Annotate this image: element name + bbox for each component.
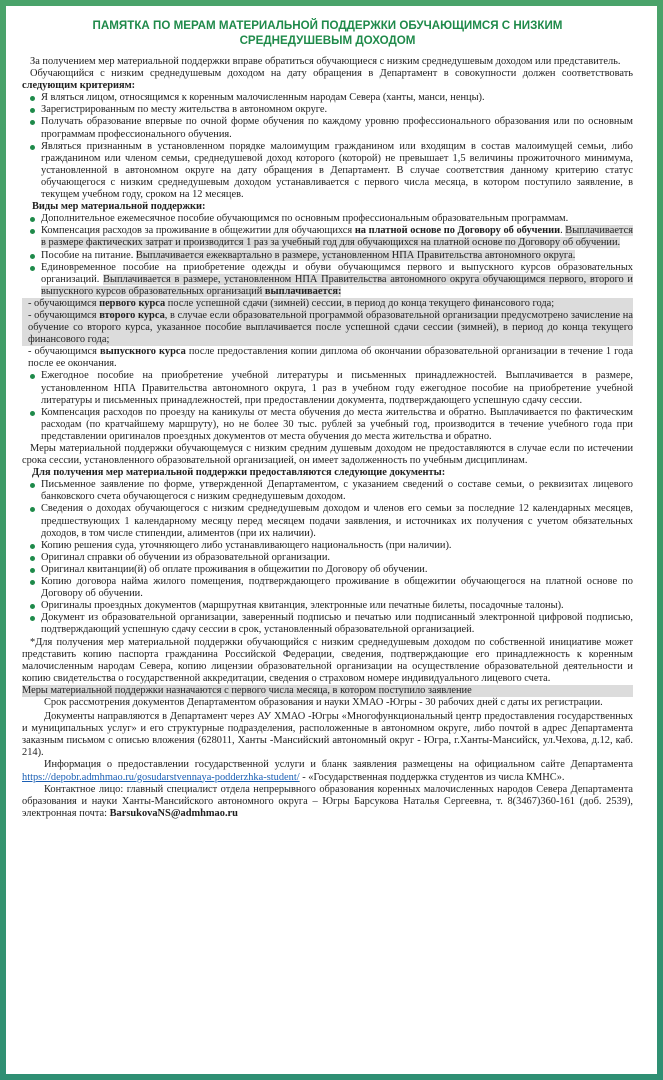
document-item	[22, 564, 633, 576]
document-text: Письменное заявление по форме, утвержденной Департаментом, с указанием сведений о составе семьи, о реквизитах лицевого банковского счета обучающегося с низким среднедушевым доходом.	[41, 479, 633, 503]
bullet-icon	[30, 411, 35, 416]
document-item	[22, 552, 633, 564]
criteria-intro	[22, 68, 633, 92]
measure-text-part: .	[560, 225, 566, 237]
measure-item	[22, 370, 633, 406]
department-site-link[interactable]: https://depobr.admhmao.ru/gosudarstvennaya-podderzhka-student/	[22, 771, 300, 783]
second-course-line	[22, 310, 633, 346]
document-item	[22, 612, 633, 636]
dash-text: - обучающимся	[28, 346, 100, 358]
dash-text: после успешной сдачи (зимней) сессии, в период до конца текущего финансового года;	[165, 297, 555, 309]
bullet-icon	[30, 616, 35, 621]
document-text: Документ из образовательной организации, заверенный подписью и печатью или подписанный электронной цифровой подписью, подтверждающий успешную сдачу сессии в срок, установленный образовательной организацией.	[41, 612, 633, 636]
bullet-icon	[30, 96, 35, 101]
support-types-heading: Виды мер материальной поддержки:	[32, 201, 206, 213]
measure-highlight: Выплачивается в размере фактических затрат и производится 1 раз за учебный год для обучающихся на платной основе по Договору об обучении.	[41, 225, 633, 249]
dash-bold: первого курса	[99, 297, 166, 309]
measure-text: Компенсация расходов по проезду на каникулы от места обучения до места жительства и обратно. Выплачивается по фактическим расходам (по кратчайшему маршруту), но не более 30 тыс. рублей за учебный год, производится в течение учебного года при представлении оригиналов проездных документов от места обучения до места жительства и обратно.	[41, 406, 633, 442]
document-item	[22, 576, 633, 600]
document-text: Оригинал квитанции(й) об оплате проживания в общежитии по Договору об обучении.	[41, 563, 428, 575]
criterion-item	[22, 116, 633, 140]
bullet-icon	[30, 229, 35, 234]
measure-highlight: Выплачивается в размере, установленном НПА Правительства автономного округа обучающимся первого, второго и выпускного курсов образовательных организаций	[41, 273, 633, 297]
intro-paragraph: За получением мер материальной поддержки вправе обратиться обучающиеся с низким среднедушевым доходом или представитель.	[30, 56, 621, 67]
bullet-icon	[30, 374, 35, 379]
review-paragraph: Срок рассмотрения документов Департаментом образования и науки ХМАО -Югры - 30 рабочих дней с даты их регистрации.	[44, 696, 603, 708]
measure-text-part: Компенсация расходов за проживание в общежитии для обучающихся	[41, 225, 355, 237]
document-text: Копию решения суда, уточняющего либо устанавливающего национальность (при наличии).	[41, 539, 452, 551]
criteria-intro-bold: следующим критериям:	[22, 80, 136, 92]
dash-text: , в случае если образовательной программой образовательной организации предусмотрено зачисление на обучение со второго курса, указанное пособие выплачивается после успешной сдачи сессии (зимней), в период до конца текущего финансового года;	[28, 309, 633, 346]
measure-bold: выплачивается:	[264, 285, 342, 297]
bullet-icon	[30, 217, 35, 222]
first-course-line	[22, 298, 633, 310]
document-text: Сведения о доходах обучающегося с низким среднедушевым доходом и членов его семьи за последние 12 календарных месяцев, предшествующих 1 календарному месяцу перед месяцем подачи заявления, и источниках их получения с учетом обязательных доходов, в том числе стипендии, алиментов (при их наличии).	[41, 503, 633, 539]
criterion-text: Получать образование впервые по очной форме обучения по каждому уровню профессионального образования или по основным программам профессионального обучения.	[41, 116, 633, 140]
measure-item	[22, 407, 633, 443]
info-paragraph	[22, 759, 633, 783]
criterion-text: Я вляться лицом, относящимся к коренным малочисленным народам Севера (ханты, манси, ненцы).	[41, 92, 485, 104]
criterion-text: Зарегистрированным по месту жительства в автономном округе.	[41, 104, 328, 116]
document-text: Копию договора найма жилого помещения, подтверждающего проживание в общежитии обучающегося на платной основе по Договору об обучении.	[41, 576, 633, 600]
measure-text	[41, 262, 633, 298]
contact-paragraph	[22, 784, 633, 820]
bullet-icon	[30, 507, 35, 512]
criterion-item	[22, 92, 633, 104]
measure-item	[22, 225, 633, 249]
bullet-icon	[30, 254, 35, 259]
criteria-intro-text: Обучающийся с низким среднедушевым доходом на дату обращения в Департамент в совокупности должен соответствовать	[30, 68, 633, 80]
bullet-icon	[30, 604, 35, 609]
assigned-line: Меры материальной поддержки назначаются с первого числа месяца, в котором поступило заявление	[22, 685, 633, 697]
measure-text	[41, 250, 633, 262]
contact-email[interactable]: BarsukovaNS@admhmao.ru	[109, 807, 238, 819]
measure-text: Дополнительное ежемесячное пособие обучающимся по основным профессиональным образовательным программам.	[41, 213, 569, 225]
measure-item	[22, 213, 633, 225]
sent-paragraph: Документы направляются в Департамент через АУ ХМАО -Югры «Многофункциональный центр предоставления государственных и муниципальных услуг» и его структурные подразделения, расположенные в автономном округе, либо почтой в адрес Департамента заказным письмом с описью вложения (628011, Ханты -Мансийский автономный округ - Югра, г.Ханты-Мансийск, ул.Чехова, д.12, каб. 214).	[22, 711, 633, 759]
info-text: - «Государственная поддержка студентов из числа КМНС».	[299, 771, 565, 783]
document-text: Оригиналы проездных документов (маршрутная квитанция, электронные или печатные билеты, посадочные талоны).	[41, 600, 564, 612]
dash-bold: выпускного курса	[99, 346, 186, 358]
document-item	[22, 503, 633, 539]
info-text: Информация о предоставлении государственной услуги и бланк заявления размещены на официальном сайте Департамента	[44, 759, 633, 771]
criterion-item	[22, 141, 633, 201]
dash-text: после предоставления копии диплома об окончании образовательной организации в течение 1 года после ее окончания.	[28, 346, 633, 370]
bullet-icon	[30, 108, 35, 113]
measure-text: Ежегодное пособие на приобретение учебной литературы и письменных принадлежностей. Выплачивается в размере, установленном НПА Правительства автономного округа, 1 раз в учебном году ежегодное пособие на приобретение учебной литературы и письменных принадлежностей, при предоставлении документа, подтверждающего успешную сдачу сессии.	[41, 370, 633, 406]
measure-item	[22, 262, 633, 298]
page-title: ПАМЯТКА ПО МЕРАМ МАТЕРИАЛЬНОЙ ПОДДЕРЖКИ ОБУЧАЮЩИМСЯ С НИЗКИМ СРЕДНЕДУШЕВЫМ ДОХОДОМ	[92, 19, 563, 47]
criterion-item	[22, 104, 633, 116]
measure-bold: на платной основе по Договору об обучении	[354, 225, 561, 237]
measure-highlight: Выплачивается ежеквартально в размере, установленном НПА Правительства автономного округа.	[135, 249, 576, 261]
bullet-icon	[30, 556, 35, 561]
not-provided-paragraph: Меры материальной поддержки обучающемуся с низким средним душевым доходом не предоставляются в случае если по истечении срока сессии, установленного образовательной организацией, он имеет задолженность по учебным дисциплинам.	[22, 443, 633, 467]
dash-text: - обучающимся	[28, 297, 100, 309]
document-item	[22, 600, 633, 612]
criterion-text: Являться признанным в установленном порядке малоимущим гражданином или входящим в состав малоимущей семьи, либо гражданином или членом семьи, среднедушевой доход которого (которой) не превышает 1,5 величины прожиточного минимума, установленной в автономном округе на дату обращения в Департамент. В случае соответствия данному критерию статус обучающегося с низким среднедушевым доходом устанавливается с первого числа месяца, в котором поступило заявление, в текущем учебном году, сроком на 12 месяцев.	[41, 140, 633, 201]
dash-bold: второго курса	[99, 309, 165, 321]
documents-heading: Для получения мер материальной поддержки предоставляются следующие документы:	[32, 467, 446, 479]
measure-text	[41, 225, 633, 249]
measure-text-part: Пособие на питание.	[41, 249, 136, 261]
bullet-icon	[30, 120, 35, 125]
bullet-icon	[30, 580, 35, 585]
document-item	[22, 540, 633, 552]
bullet-icon	[30, 568, 35, 573]
measure-item	[22, 250, 633, 262]
dash-text: - обучающимся	[28, 309, 100, 321]
bullet-icon	[30, 145, 35, 150]
contact-text: Контактное лицо: главный специалист отдела непрерывного образования коренных малочисленных народов Севера Департамента образования и науки Ханты-Мансийского автономного округа – Югры Барсукова Наталья Сергеевна, т. 8(3467)360-161 (доб. 2539), электронная почта:	[22, 783, 633, 819]
document-item	[22, 479, 633, 503]
bullet-icon	[30, 483, 35, 488]
note-paragraph: *Для получения мер материальной поддержки обучающийся с низким среднедушевым доходом по собственной инициативе может представить копию паспорта гражданина Российской Федерации, сведения, подтверждающие его принадлежность к коренным малочисленным народам Севера, копию лицензии образовательной организации на осуществление образовательной деятельности и копию свидетельства о государственной аккредитации, сведения о страховом номере индивидуального лицевого счета.	[22, 636, 633, 684]
bullet-icon	[30, 266, 35, 271]
graduate-course-line	[22, 346, 633, 370]
measure-text-part: Единовременное пособие на приобретение одежды и обуви обучающимся первого и выпускного курсов образовательных организаций.	[41, 261, 633, 285]
document-text: Оригинал справки об обучении из образовательной организации.	[41, 551, 330, 563]
bullet-icon	[30, 544, 35, 549]
document-sheet	[6, 6, 657, 1074]
